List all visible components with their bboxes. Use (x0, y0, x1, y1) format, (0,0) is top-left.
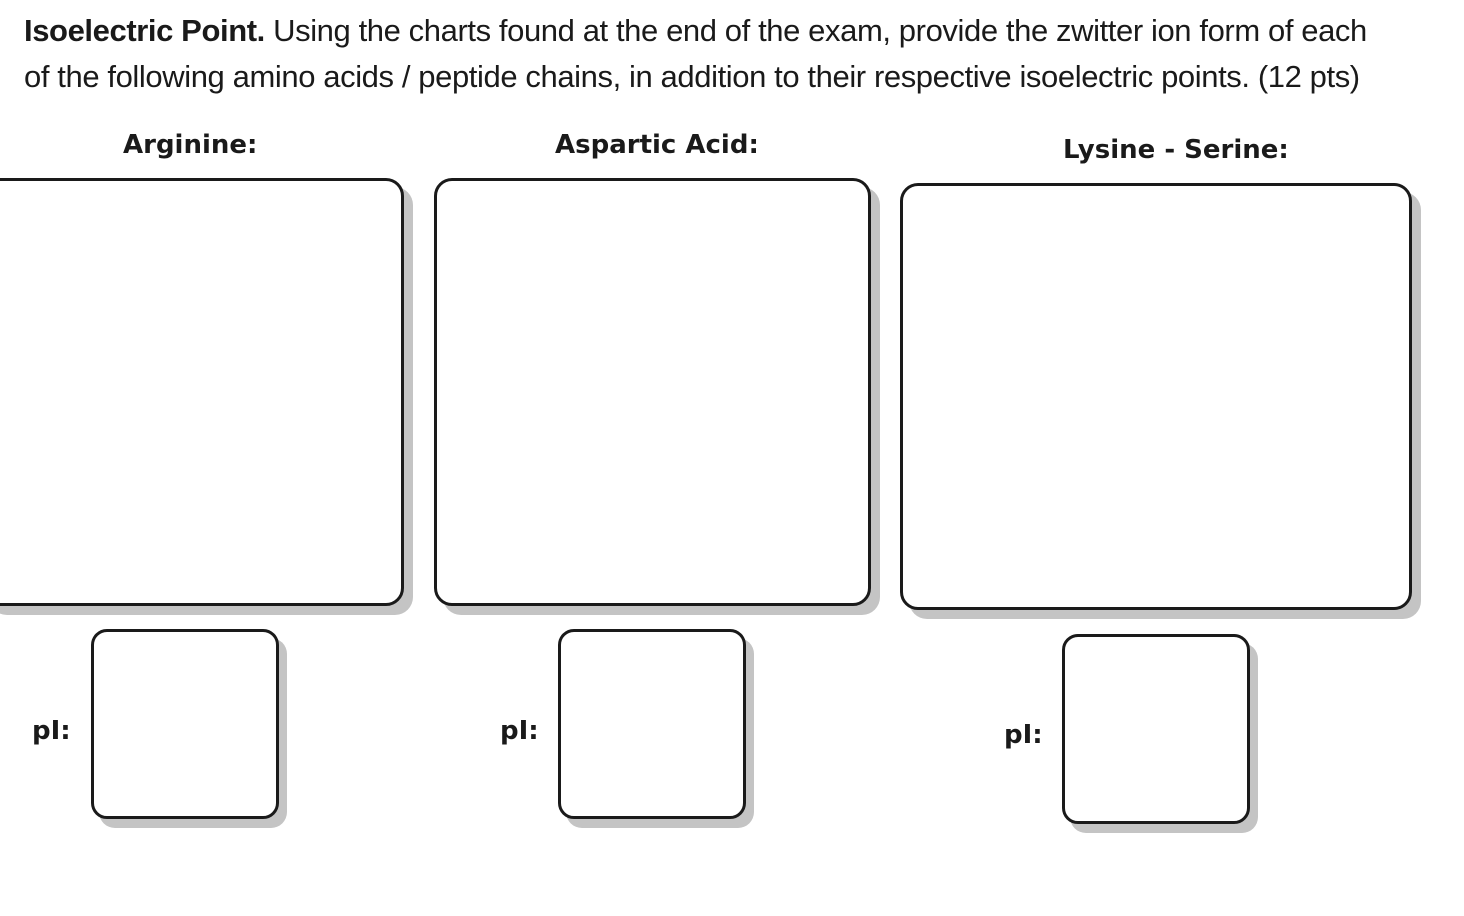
arginine-pi-box[interactable] (91, 629, 279, 819)
question-text (24, 8, 1444, 100)
lysine-serine-pi-label: pI: (1004, 720, 1043, 750)
question-lead: Isoelectric Point. (24, 13, 265, 48)
question-line1: Using the charts found at the end of the exam, provide the zwitter ion form of each (264, 13, 1367, 48)
lysine-serine-pi-box[interactable] (1062, 634, 1250, 824)
aspartic-acid-pi-box[interactable] (558, 629, 746, 819)
aspartic-acid-heading: Aspartic Acid: (555, 130, 759, 160)
aspartic-acid-pi-label: pI: (500, 716, 539, 746)
question-line2: of the following amino acids / peptide chains, in addition to their respective isoelectric points. (12 pts) (24, 59, 1360, 94)
aspartic-acid-structure-box[interactable] (434, 178, 871, 606)
lysine-serine-structure-box[interactable] (900, 183, 1412, 610)
arginine-pi-label: pI: (32, 716, 71, 746)
arginine-structure-box[interactable] (0, 178, 404, 606)
lysine-serine-heading: Lysine - Serine: (1063, 135, 1289, 165)
arginine-heading: Arginine: (123, 130, 258, 160)
